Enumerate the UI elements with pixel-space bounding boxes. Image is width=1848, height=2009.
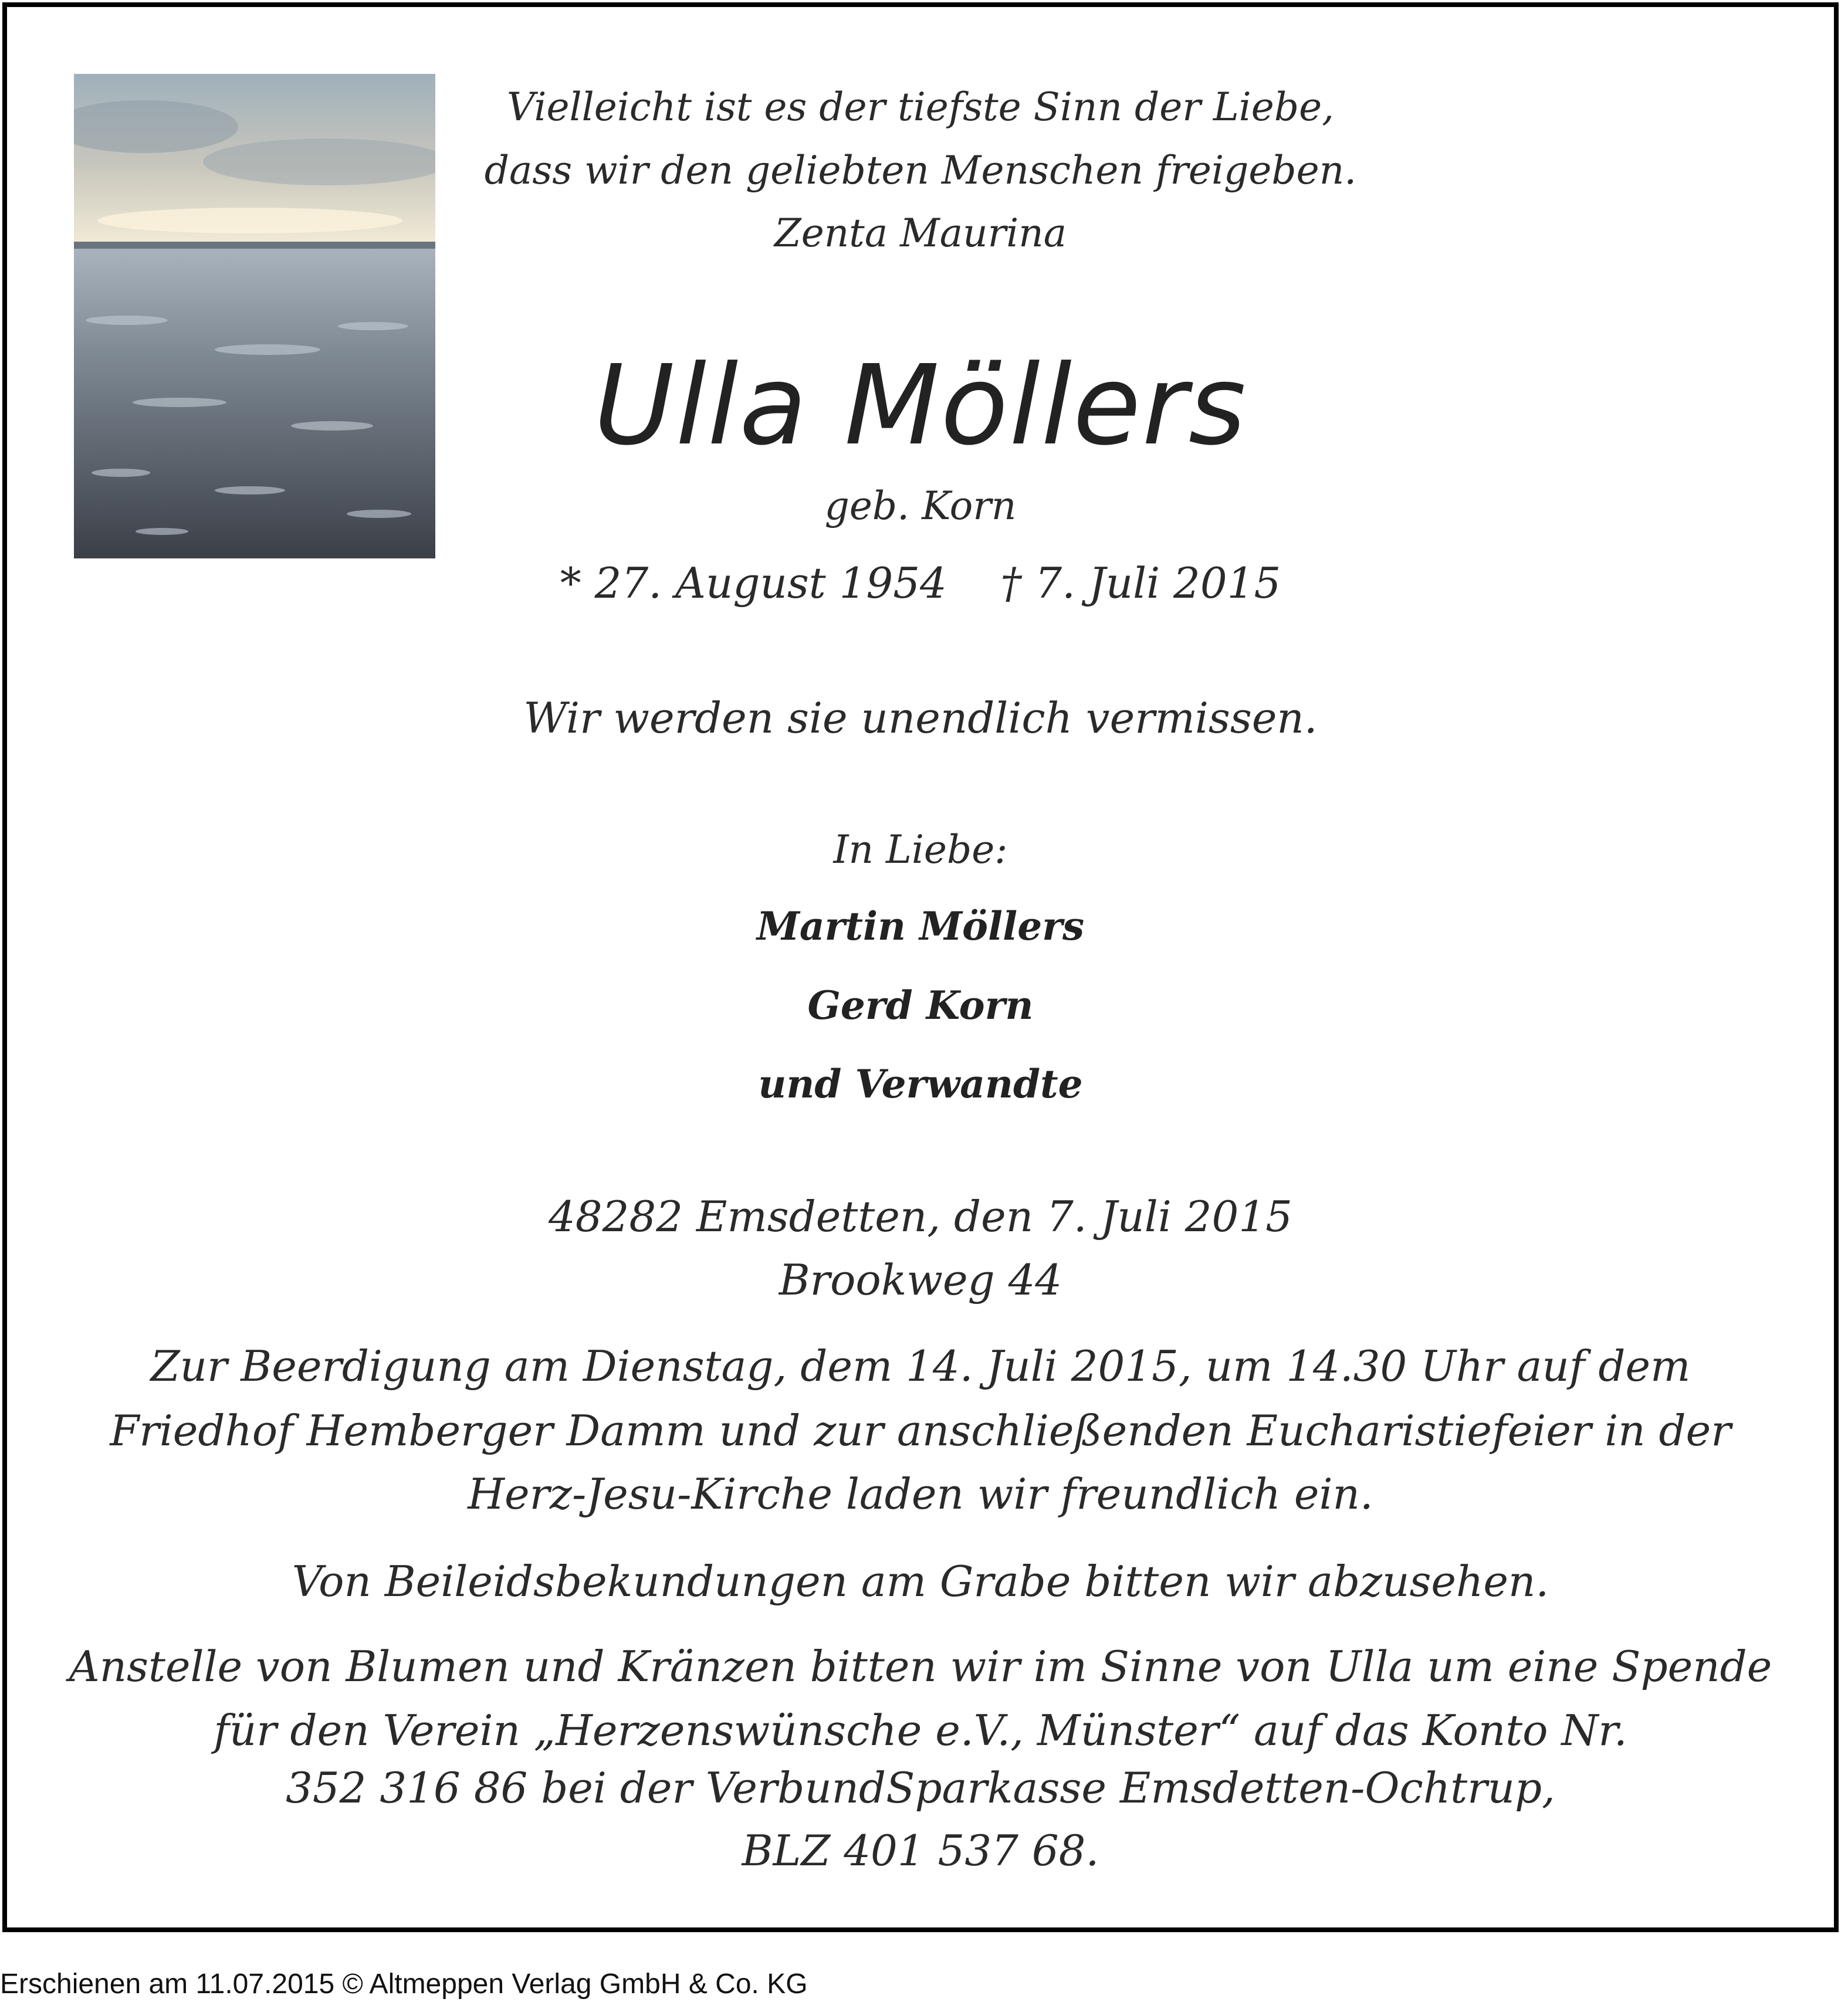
funeral-line-3: Herz-Jesu-Kirche laden wir freundlich ein.: [468, 1469, 1373, 1519]
mourner-name: Martin Möllers: [756, 903, 1085, 949]
in-love-label: In Liebe:: [833, 827, 1008, 872]
donation-line-1: Anstelle von Blumen und Kränzen bitten wir im Sinne von Ulla um eine Spende: [69, 1642, 1772, 1691]
quote-line-2: dass wir den geliebten Menschen freigeben.: [484, 148, 1357, 193]
deceased-name: Ulla Möllers: [594, 341, 1247, 470]
funeral-line-1: Zur Beerdigung am Dienstag, dem 14. Juli 2015, um 14.30 Uhr auf dem: [150, 1341, 1691, 1391]
mourner-name: und Verwandte: [758, 1061, 1083, 1107]
obituary-notice: [2, 2, 1839, 1932]
donation-line-3: 352 316 86 bei der VerbundSparkasse Emsdetten-Ochtrup,: [286, 1763, 1555, 1812]
publication-caption: Erschienen am 11.07.2015 © Altmeppen Verlag GmbH & Co. KG: [0, 1969, 808, 2000]
miss-text: Wir werden sie unendlich vermissen.: [523, 693, 1318, 743]
condolences-note: Von Beileidsbekundungen am Grabe bitten wir abzusehen.: [292, 1557, 1549, 1606]
quote-author: Zenta Maurina: [774, 211, 1067, 256]
mourner-name: Gerd Korn: [807, 983, 1034, 1028]
funeral-line-2: Friedhof Hemberger Damm und zur anschließenden Eucharistiefeier in der: [110, 1406, 1731, 1455]
quote-line-1: Vielleicht ist es der tiefste Sinn der Liebe,: [506, 84, 1335, 130]
place-date: 48282 Emsdetten, den 7. Juli 2015: [549, 1192, 1292, 1241]
street-address: Brookweg 44: [779, 1255, 1062, 1305]
maiden-name: geb. Korn: [824, 483, 1017, 528]
life-dates: * 27. August 1954 † 7. Juli 2015: [560, 558, 1281, 608]
donation-line-4: BLZ 401 537 68.: [742, 1826, 1099, 1875]
donation-line-2: für den Verein „Herzenswünsche e.V., Münster“ auf das Konto Nr.: [214, 1706, 1627, 1755]
